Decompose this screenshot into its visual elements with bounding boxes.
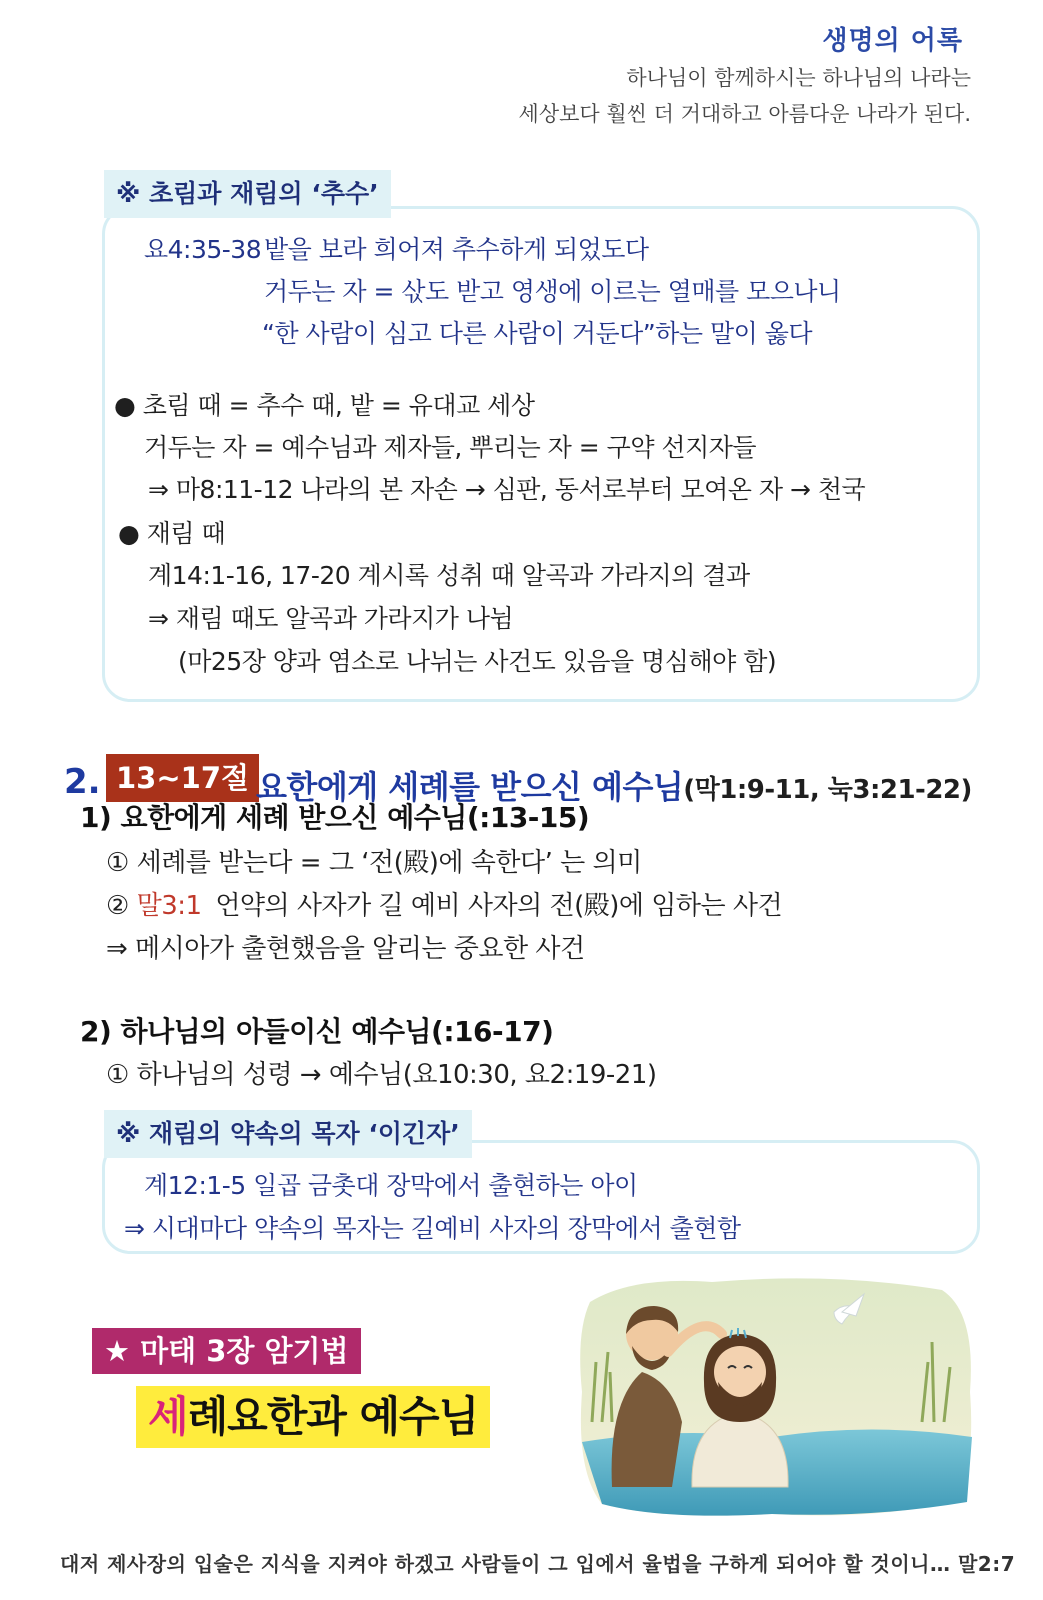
quote-line-2: 세상보다 훨씬 더 거대하고 아름다운 나라가 된다.: [518, 102, 971, 126]
victor-line-1: 계12:1-5 일곱 금촛대 장막에서 출현하는 아이: [144, 1171, 638, 1200]
baptism-illustration: [572, 1272, 980, 1520]
subsection-2-heading: 2) 하나님의 아들이신 예수님(:16-17): [80, 1015, 554, 1048]
item-2-marker: ②: [106, 891, 129, 921]
victor-box-label: ※ 재림의 약속의 목자 ‘이긴자’: [104, 1110, 472, 1158]
memory-title-first-char: 세: [148, 1392, 188, 1441]
item-2-text: 언약의 사자가 길 예비 사자의 전(殿)에 임하는 사건: [215, 891, 783, 921]
subsection-1-item-1: ① 세례를 받는다 = 그 ‘전(殿)에 속한다’ 는 의미: [106, 848, 642, 878]
subsection-1-item-3: ⇒ 메시아가 출현했음을 알리는 중요한 사건: [106, 934, 585, 964]
harvest-verse-line-2: 거두는 자 = 삯도 받고 영생에 이르는 열매를 모으나니: [264, 277, 841, 306]
second-coming-heading: ● 재림 때: [118, 519, 226, 548]
victor-line-2: ⇒ 시대마다 약속의 목자는 길예비 사자의 장막에서 출현함: [124, 1214, 741, 1243]
section-verse-tag: 13~17절: [106, 754, 259, 802]
first-coming-line-3: ⇒ 마8:11-12 나라의 본 자손 → 심판, 동서로부터 모여온 자 → 천국: [148, 475, 866, 504]
harvest-verse-line-3: “한 사람이 심고 다른 사람이 거둔다”하는 말이 옳다: [262, 319, 813, 348]
second-coming-line-2: 계14:1-16, 17-20 계시록 성취 때 알곡과 가라지의 결과: [148, 561, 750, 590]
memory-method-label: ★ 마태 3장 암기법: [92, 1328, 361, 1374]
subsection-2-item-1: ① 하나님의 성령 → 예수님(요10:30, 요2:19-21): [106, 1060, 657, 1090]
quote-line-1: 하나님이 함께하시는 하나님의 나라는: [626, 66, 971, 90]
section-title-refs: (막1:9-11, 눅3:21-22): [683, 775, 972, 805]
harvest-verse-ref: 요4:35-38: [144, 235, 262, 264]
subsection-1-heading: 1) 요한에게 세례 받으신 예수님(:13-15): [80, 801, 590, 834]
harvest-verse-line-1: 밭을 보라 희어져 추수하게 되었도다: [264, 235, 649, 264]
memory-method-title: [136, 1386, 490, 1448]
memory-title-rest: 례요한과 예수님: [187, 1392, 479, 1441]
harvest-box-label: ※ 초림과 재림의 ‘추수’: [104, 170, 391, 218]
quote-title: 생명의 어록: [822, 26, 963, 56]
second-coming-line-3: ⇒ 재림 때도 알곡과 가라지가 나뉨: [148, 604, 514, 633]
footer-verse: 대저 제사장의 입술은 지식을 지켜야 하겠고 사람들이 그 입에서 율법을 구하게 되어야 할 것이니… 말2:7: [60, 1552, 1016, 1576]
first-coming-heading: ● 초림 때 = 추수 때, 밭 = 유대교 세상: [114, 391, 535, 420]
second-coming-line-4: (마25장 양과 염소로 나뉘는 사건도 있음을 명심해야 함): [178, 647, 777, 676]
section-title-text: 요한에게 세례를 받으신 예수님: [256, 768, 684, 806]
section-number: 2.: [64, 762, 101, 802]
subsection-1-item-2: [106, 885, 782, 922]
first-coming-line-2: 거두는 자 = 예수님과 제자들, 뿌리는 자 = 구약 선지자들: [144, 433, 757, 462]
item-2-verse-ref: 말3:1: [136, 891, 202, 921]
